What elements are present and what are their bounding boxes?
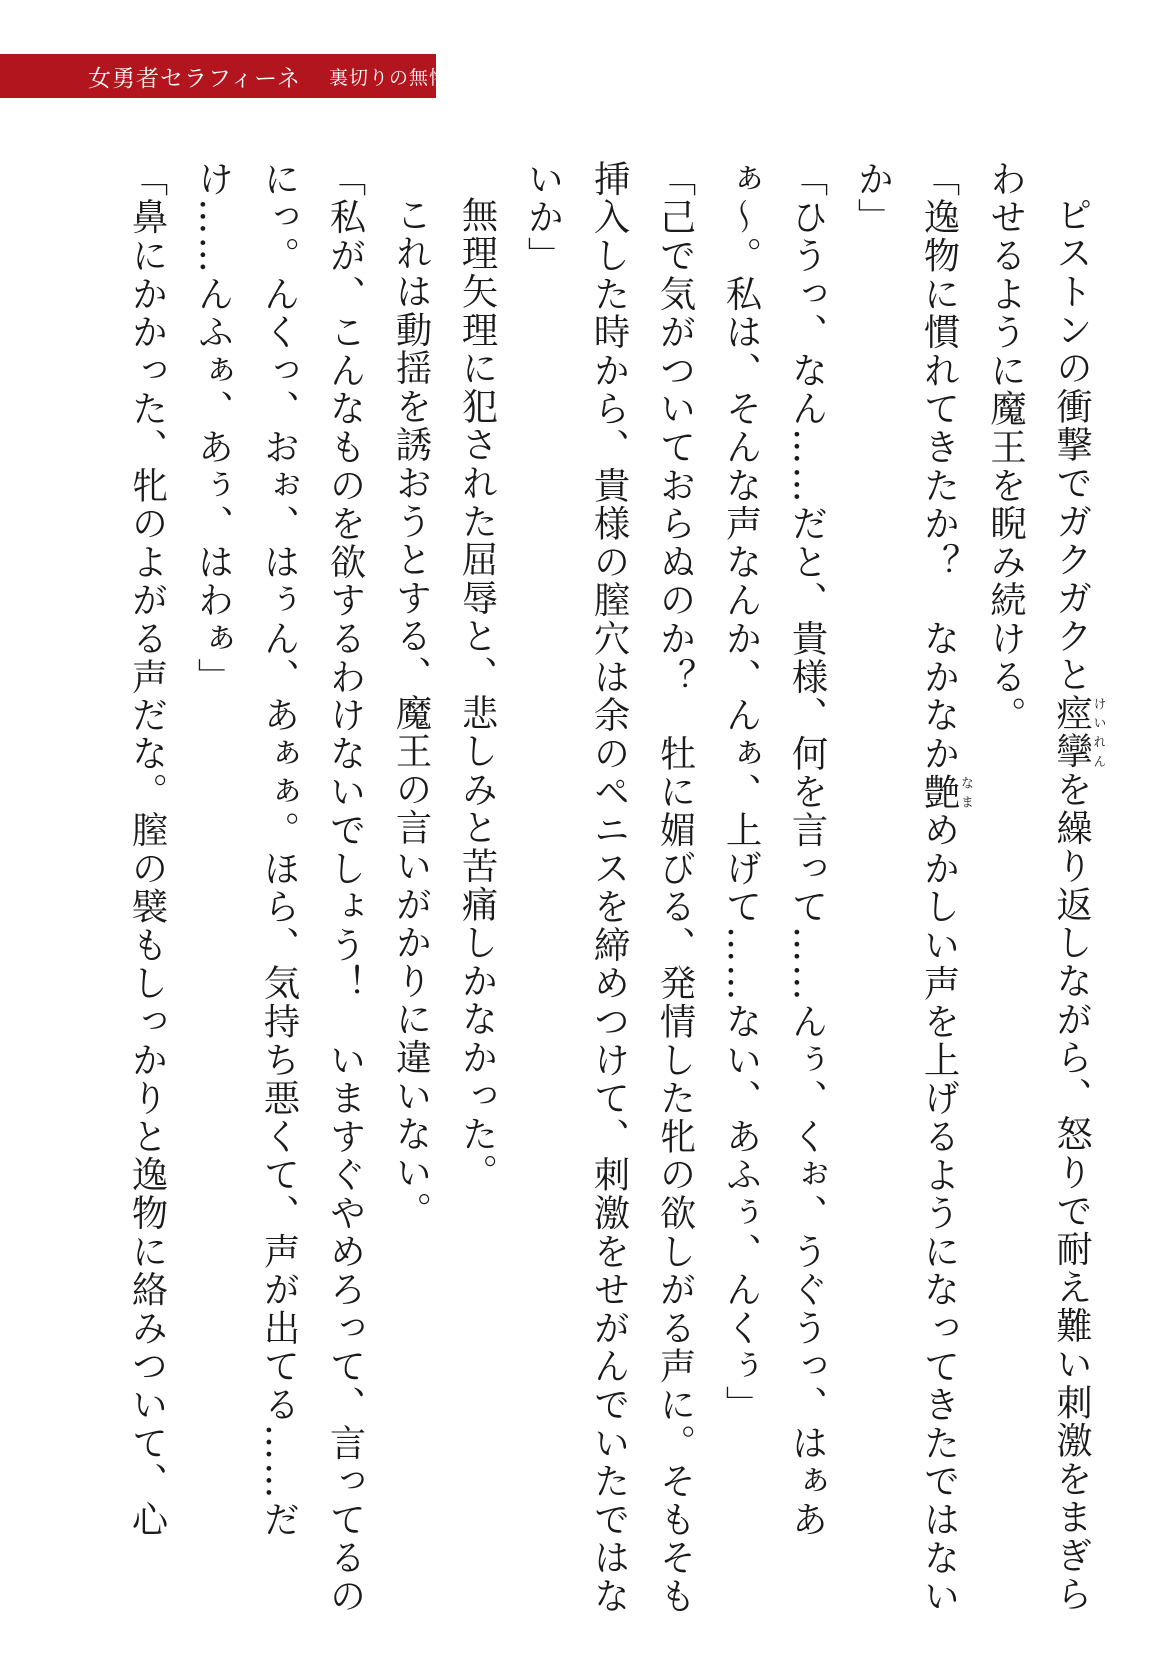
- ruby-reading: けいれん: [1090, 694, 1105, 771]
- dialogue-paragraph: [840, 160, 973, 1640]
- text-segment: 「逸物に慣れてきたか？ なかなか: [918, 160, 961, 773]
- narration-paragraph: [378, 160, 444, 1640]
- text-segment: 「私が、こんなものを欲するわけないでしょう！ いますぐやめろって、言ってるのにっ。んくっ、おぉ、はぅん、あぁぁ。ほら、気持ち悪くて、声が出てる……だけ……んふぁ、あぅ、はわぁ」: [192, 160, 367, 1616]
- vertical-text-body: [75, 160, 1105, 1640]
- text-segment: めかしい声を上げるようになってきたではないか」: [852, 160, 961, 1616]
- chapter-title: 裏切りの無惨劇: [329, 66, 470, 89]
- ruby-annotation: 艶なま: [918, 772, 973, 812]
- ruby-reading: なま: [958, 772, 973, 812]
- narration-paragraph: [444, 160, 510, 1640]
- dialogue-paragraph: [180, 160, 378, 1640]
- text-segment: 無理矢理に犯された屈辱と、悲しみと苦痛しかなかった。: [456, 196, 499, 1193]
- text-segment: 「鼻にかかった、牝のよがる声だな。膣の襞もしっかりと逸物に絡みついて、心: [126, 160, 169, 1539]
- text-segment: を繰り返しながら、怒りで耐え難い刺激をまぎらわせるように魔王を睨み続ける。: [984, 160, 1094, 1614]
- book-title: 女勇者セラフィーネ: [88, 65, 302, 92]
- text-segment: 「己で気がついておらぬのか？ 牡に媚びる、発情した牝の欲しがる声に。そもそも挿入した時から、貴様の膣穴は余のペニスを締めつけて、刺激をせがんでいたではないか」: [522, 160, 697, 1616]
- text-segment: ピストンの衝撃でガクガクと: [1050, 196, 1094, 695]
- text-segment: 「ひうっ、なん……だと、貴様、何を言って……んぅ、くぉ、うぐうっ、はぁあぁ〜。私は、そんな声なんか、んぁ、上げて……ない、あふぅ、んくぅ」: [720, 160, 829, 1539]
- dialogue-paragraph: [510, 160, 708, 1640]
- dialogue-paragraph: [708, 160, 840, 1640]
- header-bar: [0, 54, 470, 98]
- text-segment: これは動揺を誘おうとする、魔王の言いがかりに違いない。: [390, 196, 433, 1231]
- narration-paragraph: [973, 160, 1106, 1640]
- dialogue-paragraph: [114, 160, 180, 1640]
- ruby-annotation: 痙攣けいれん: [1050, 694, 1105, 771]
